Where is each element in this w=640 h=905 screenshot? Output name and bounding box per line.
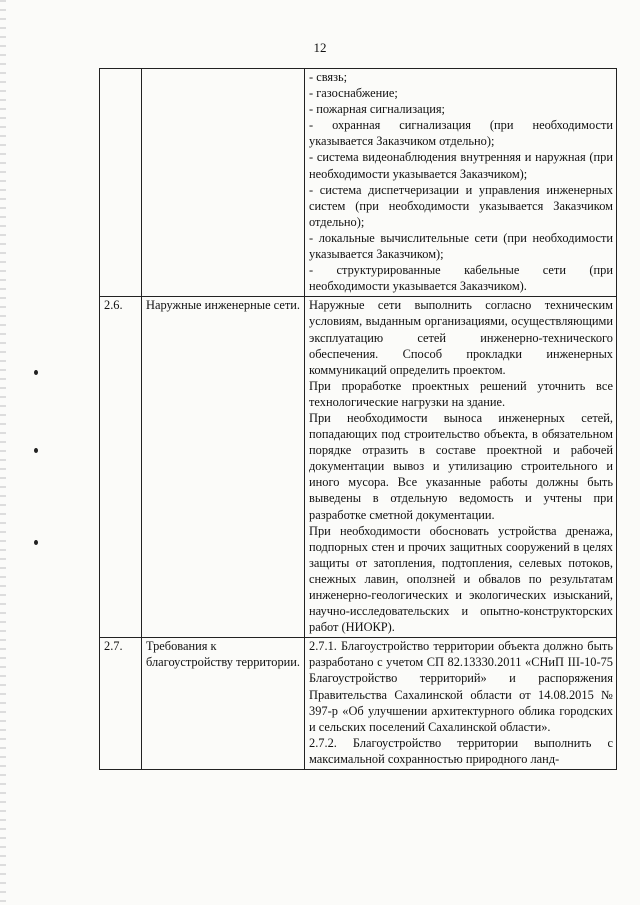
paragraph: 2.7.2. Благоустройство территории выполнить с максимальной сохранностью природного ланд-: [309, 735, 613, 766]
row-content: [305, 297, 617, 638]
row-title: Наружные инженерные сети.: [142, 297, 305, 638]
list-item: - охранная сигнализация (при необходимости указывается Заказчиком отдельно);: [309, 118, 613, 149]
table-row: [100, 69, 617, 297]
table-row: [100, 638, 617, 770]
list-item: - локальные вычислительные сети (при необходимости указывается Заказчиком);: [309, 230, 613, 262]
list-item: - структурированные кабельные сети (при необходимости указывается Заказчиком).: [309, 263, 613, 294]
list-item: - связь;: [309, 70, 348, 84]
list-item: - газоснабжение;: [309, 86, 398, 101]
row-number: 2.6.: [100, 297, 142, 638]
table-row: [100, 297, 617, 638]
paragraph: Наружные сети выполнить согласно техническим условиям, выданным организациями, осуществляющими эксплуатацию сетей инженерно-технического обеспечения. Способ прокладки инженерных коммуникаций определить проектом.: [309, 298, 613, 377]
binder-hole-mark: [34, 370, 38, 375]
binder-hole-mark: [34, 540, 38, 545]
requirements-table: [99, 68, 617, 770]
row-title: [142, 69, 305, 297]
scan-edge-marks: [0, 0, 6, 905]
binder-hole-mark: [34, 448, 38, 453]
row-title: Требования к благоустройству территории.: [142, 638, 305, 770]
list-item: - пожарная сигнализация;: [309, 102, 445, 117]
page-number: 12: [313, 40, 327, 55]
row-content: [305, 69, 617, 297]
list-item: - система видеонаблюдения внутренняя и наружная (при необходимости указывается Заказчиком);: [309, 150, 613, 181]
paragraph: При проработке проектных решений уточнить все технологические нагрузки на здание.: [309, 378, 613, 409]
paragraph: При необходимости обосновать устройства дренажа, подпорных стен и прочих защитных сооружений в целях защиты от затопления, подтопления, селевых потоков, снежных лавин, оползней и обвалов по результатам инженерно-геологических и экологических изысканий, научно-исследовательских и опытно-конструкторских работ (НИОКР).: [309, 523, 613, 635]
row-content: [305, 638, 617, 770]
paragraph: 2.7.1. Благоустройство территории объекта должно быть разработано с учетом СП 82.13330.2011 «СНиП III-10-75 Благоустройство территорий» и распоряжения Правительства Сахалинской области от 14.08.2015 № 397-р «Об улучшении архитектурного облика городских и сельских поселений Сахалинской области».: [309, 639, 613, 734]
list-item: - система диспетчеризации и управления инженерных систем (при необходимости указывается Заказчиком отдельно);: [309, 182, 613, 229]
paragraph: При необходимости выноса инженерных сетей, попадающих под строительство объекта, в обязательном порядке отразить в составе проектной и рабочей документации вывоз и утилизацию строительного и иного мусора. Все указанные работы должны быть выведены в отдельную ведомость и учтены при разработке сметной документации.: [309, 410, 613, 522]
row-number: 2.7.: [100, 638, 142, 770]
row-number: [100, 69, 142, 297]
